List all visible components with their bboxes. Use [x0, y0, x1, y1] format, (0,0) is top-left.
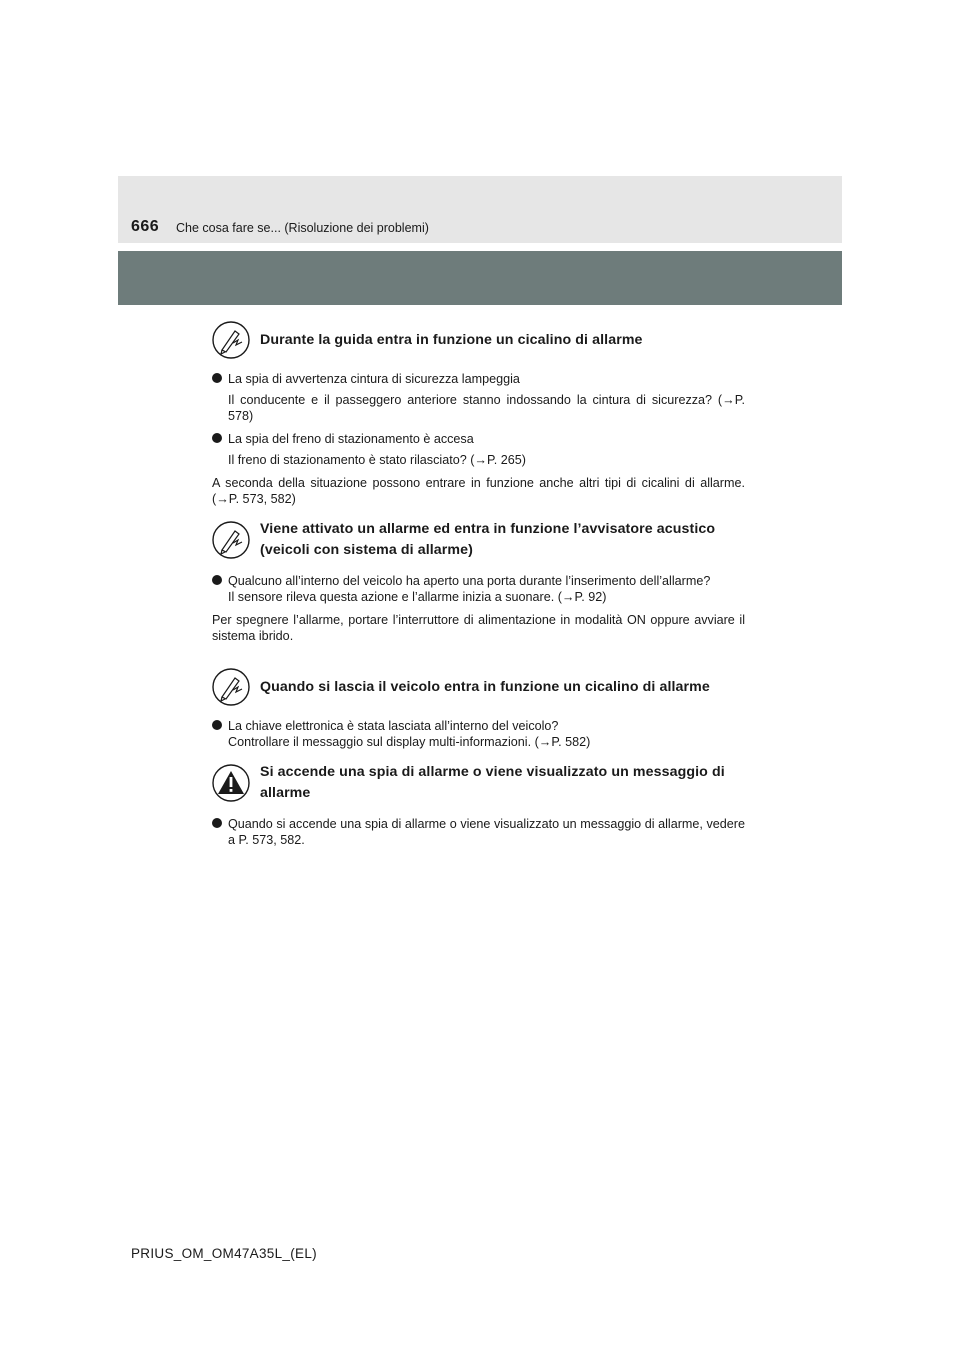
bullet-dot: [212, 818, 222, 828]
pen-lightning-icon: [212, 668, 250, 706]
bullet-dot: [212, 433, 222, 443]
bullet-answer: Il freno di stazionamento è stato rilasciato? (→P. 265): [228, 453, 526, 467]
list-item: [212, 371, 745, 424]
document-code: PRIUS_OM_OM47A35L_(EL): [131, 1246, 317, 1261]
bullet-answer: Controllare il messaggio sul display multi-informazioni. (→P. 582): [228, 735, 591, 749]
section-heading: [212, 321, 745, 359]
bullet-text: La spia del freno di stazionamento è accesa: [228, 432, 474, 446]
page-number: 666: [131, 218, 160, 235]
bullet-answer: Il sensore rileva questa azione e l’allarme inizia a suonare. (→P. 92): [228, 590, 607, 604]
bullet-dot: [212, 373, 222, 383]
bullet-text: Qualcuno all’interno del veicolo ha aperto una porta durante l’inserimento dell’allarme?: [228, 574, 711, 588]
list-item: [212, 718, 745, 750]
list-item: [212, 816, 745, 848]
section-band: [118, 251, 842, 305]
section-seatbelt-parking: [212, 321, 745, 507]
bullet-dot: [212, 575, 222, 585]
section-title: Durante la guida entra in funzione un cicalino di allarme: [260, 331, 643, 348]
pen-lightning-icon: [212, 321, 250, 359]
pen-lightning-icon: [212, 521, 250, 559]
bullet-answer: Il conducente e il passeggero anteriore stanno indossando la cintura di sicurezza? (→P. 578): [228, 393, 745, 423]
section-heading: [212, 668, 745, 706]
section-heading: [212, 762, 745, 804]
list-item: [212, 431, 745, 468]
section-leaving-vehicle: [212, 668, 745, 750]
bullet-text: La spia di avvertenza cintura di sicurezza lampeggia: [228, 372, 520, 386]
section-warning-light: [212, 762, 745, 848]
section-heading: [212, 519, 745, 561]
chapter-title: Che cosa fare se... (Risoluzione dei problemi): [176, 221, 429, 235]
warning-triangle-icon: [212, 764, 250, 802]
section-alarm-horn: [212, 519, 745, 644]
section-title: Si accende una spia di allarme o viene visualizzato un messaggio di allarme: [260, 764, 725, 801]
section-title: Quando si lascia il veicolo entra in funzione un cicalino di allarme: [260, 678, 710, 695]
list-item: [212, 573, 745, 605]
page-content: [212, 321, 745, 860]
bullet-text: Quando si accende una spia di allarme o viene visualizzato un messaggio di allarme, vedere a P. 573, 582.: [228, 817, 745, 847]
section-title: Viene attivato un allarme ed entra in funzione l’avvisatore acustico (veicoli con sistema di allarme): [260, 521, 716, 558]
section-note: Per spegnere l’allarme, portare l’interruttore di alimentazione in modalità ON oppure avviare il sistema ibrido.: [212, 613, 745, 643]
section-note: A seconda della situazione possono entrare in funzione anche altri tipi di cicalini di allarme. (→P. 573, 582): [212, 476, 745, 506]
bullet-dot: [212, 720, 222, 730]
bullet-text: La chiave elettronica è stata lasciata all’interno del veicolo?: [228, 719, 559, 733]
